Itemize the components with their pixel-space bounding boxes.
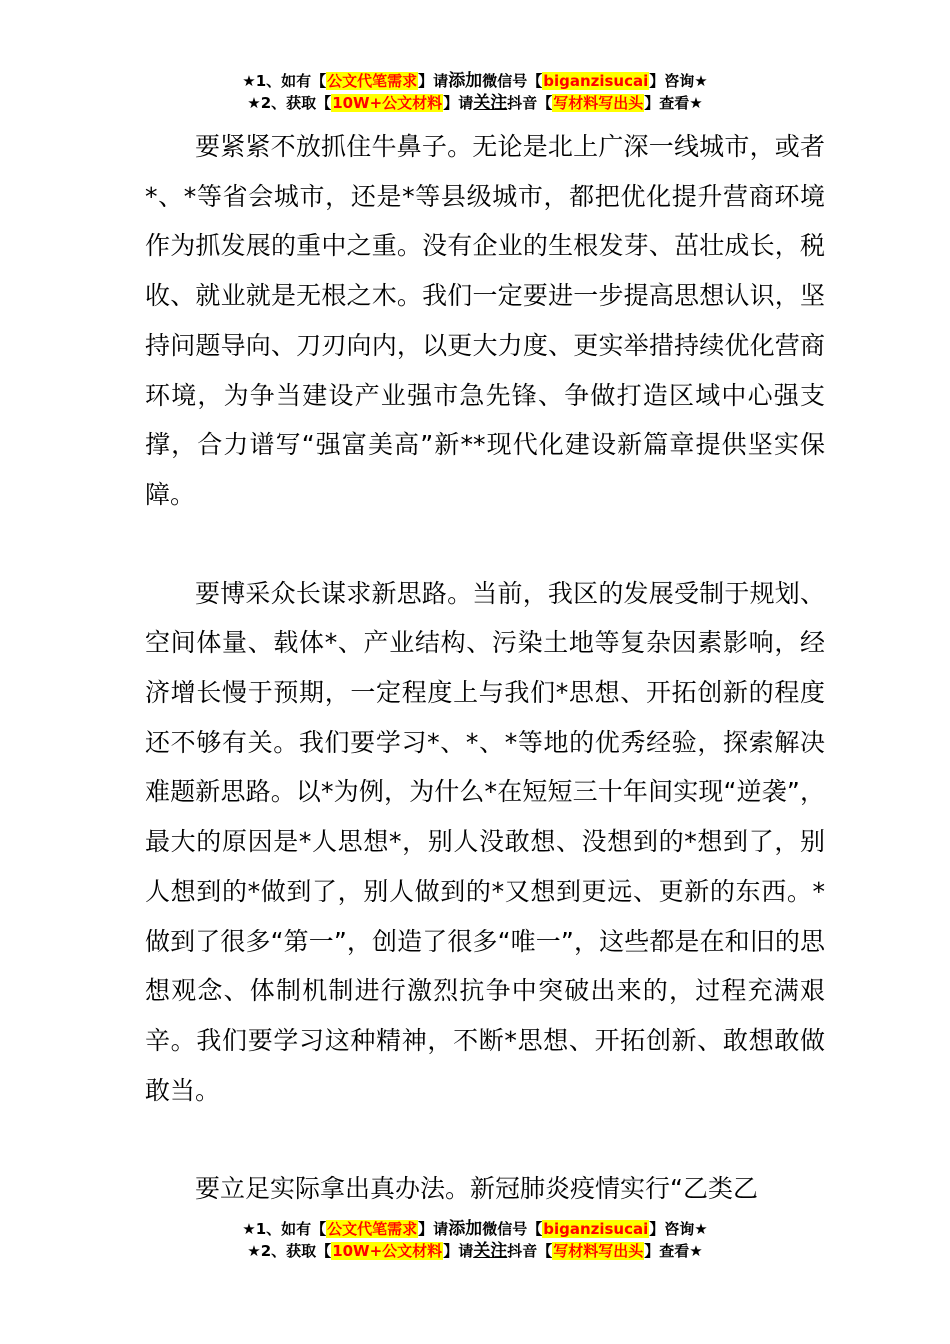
highlight-service: 公文代笔需求 [327,72,418,90]
footer-banner [0,1218,950,1262]
paragraph-spacer [145,520,825,569]
highlight-materials: 10W+公文材料 [332,1242,443,1260]
paragraph-spacer [145,1115,825,1164]
highlight-materials: 10W+公文材料 [332,94,443,112]
highlight-douyin-account: 写材料写出头 [553,94,644,112]
document-body [145,122,825,1214]
highlight-wechat-id: biganzisucai [543,72,649,90]
header-banner [0,70,950,114]
paragraph-1: 要紧紧不放抓住牛鼻子。无论是北上广深一线城市，或者*、*等省会城市，还是*等县级城市，都把优化提升营商环境作为抓发展的重中之重。没有企业的生根发芽、茁壮成长，税收、就业就是无根之木。我们一定要进一步提高思想认识，坚持问题导向、刀刃向内，以更大力度、更实举措持续优化营商环境，为争当建设产业强市急先锋、争做打造区域中心强支撑，合力谱写“强富美高”新**现代化建设新篇章提供坚实保障。 [145,132,825,509]
paragraph-2: 要博采众长谋求新思路。当前，我区的发展受制于规划、空间体量、载体*、产业结构、污染土地等复杂因素影响，经济增长慢于预期，一定程度上与我们*思想、开拓创新的程度还不够有关。我们要学习*、*、*等地的优秀经验，探索解决难题新思路。以*为例，为什么*在短短三十年间实现“逆袭”，最大的原因是*人思想*，别人没敢想、没想到的*想到了，别人想到的*做到了，别人做到的*又想到更远、更新的东西。*做到了很多“第一”，创造了很多“唯一”，这些都是在和旧的思想观念、体制机制进行激烈抗争中突破出来的，过程充满艰辛。我们要学习这种精神，不断*思想、开拓创新、敢想敢做敢当。 [145,578,825,1105]
highlight-wechat-id: biganzisucai [543,1220,649,1238]
banner-line-1: ★1、如有【公文代笔需求】请添加微信号【biganzisucai】咨询★ [242,71,708,91]
banner-line-2: ★2、获取【10W+公文材料】请关注抖音【写材料写出头】查看★ [247,1241,703,1261]
highlight-douyin-account: 写材料写出头 [553,1242,644,1260]
highlight-service: 公文代笔需求 [327,1220,418,1238]
paragraph-3: 要立足实际拿出真办法。新冠肺炎疫情实行“乙类乙 [195,1174,758,1204]
banner-line-2: ★2、获取【10W+公文材料】请关注抖音【写材料写出头】查看★ [247,93,703,113]
banner-line-1: ★1、如有【公文代笔需求】请添加微信号【biganzisucai】咨询★ [242,1219,708,1239]
